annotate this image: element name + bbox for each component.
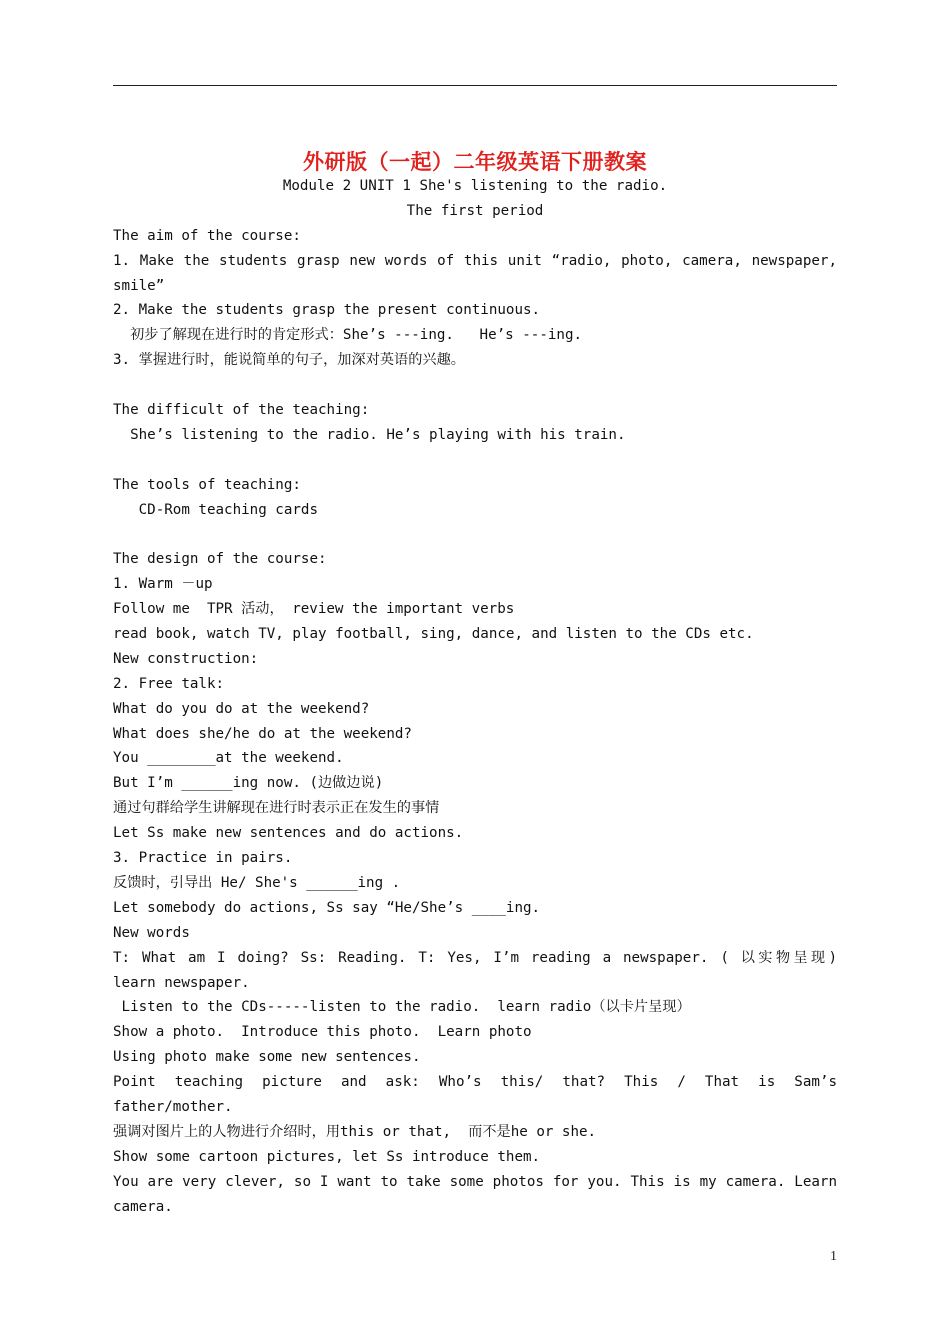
- text-line: Listen to the CDs-----listen to the radio. learn radio（以卡片呈现）: [113, 999, 691, 1016]
- text-line: 强调对图片上的人物进行介绍时，用this or that, 而不是he or she.: [113, 1123, 597, 1140]
- text-line: 3. Practice in pairs.: [113, 850, 293, 867]
- blank-line: [113, 373, 837, 398]
- text-line: The tools of teaching:: [113, 476, 301, 493]
- text-line: 初步了解现在进行时的肯定形式：She’s ---ing. He’s ---ing.: [113, 327, 583, 344]
- text-line: Let somebody do actions, Ss say “He/She’s ____ing.: [113, 899, 541, 916]
- text-line: The design of the course:: [113, 551, 327, 568]
- text-line: New construction:: [113, 650, 259, 667]
- text-line: smile”: [113, 277, 165, 294]
- lesson-body: [113, 224, 837, 1220]
- text-line: 通过句群给学生讲解现在进行时表示正在发生的事情: [113, 800, 440, 817]
- text-line: read book, watch TV, play football, sing, dance, and listen to the CDs etc.: [113, 626, 754, 643]
- page-title: 外研版（一起）二年级英语下册教案: [303, 149, 647, 174]
- text-line: Point teaching picture and ask: Who’s this/ that? This / That is Sam’s: [113, 1074, 837, 1091]
- text-line: You are very clever, so I want to take some photos for you. This is my camera. Learn: [113, 1173, 837, 1190]
- text-line: 3. 掌握进行时，能说简单的句子，加深对英语的兴趣。: [113, 352, 465, 369]
- lesson-content: [113, 174, 837, 1219]
- text-line: Show some cartoon pictures, let Ss introduce them.: [113, 1148, 541, 1165]
- text-line: Let Ss make new sentences and do actions.: [113, 825, 464, 842]
- text-line: She’s listening to the radio. He’s playing with his train.: [113, 426, 626, 443]
- text-line: camera.: [113, 1198, 173, 1215]
- text-line: New words: [113, 924, 190, 941]
- header-rule: [113, 85, 837, 86]
- text-line: Using photo make some new sentences.: [113, 1049, 421, 1066]
- blank-line: [113, 448, 837, 473]
- text-line: learn newspaper.: [113, 974, 250, 991]
- text-line: 1. Make the students grasp new words of this unit “radio, photo, camera, newspaper,: [113, 252, 837, 269]
- text-line: Follow me TPR 活动， review the important verbs: [113, 601, 515, 618]
- page-number: 1: [830, 1249, 837, 1264]
- text-line: What does she/he do at the weekend?: [113, 725, 412, 742]
- text-line: The difficult of the teaching:: [113, 402, 370, 419]
- text-line: father/mother.: [113, 1098, 233, 1115]
- text-line: 2. Free talk:: [113, 675, 225, 692]
- text-line: CD-Rom teaching cards: [113, 501, 318, 518]
- text-line: But I’m ______ing now. (边做边说): [113, 775, 384, 792]
- text-line: 1. Warm －up: [113, 576, 213, 593]
- text-line: T: What am I doing? Ss: Reading. T: Yes, I’m reading a newspaper. ( 以实物呈现): [113, 949, 837, 966]
- text-line: The aim of the course:: [113, 227, 301, 244]
- text-line: 反馈时，引导出 He/ She's ______ing .: [113, 874, 401, 891]
- period-subtitle: The first period: [406, 202, 544, 219]
- text-line: Show a photo. Introduce this photo. Learn photo: [113, 1024, 532, 1041]
- blank-line: [113, 522, 837, 547]
- text-line: You ________at the weekend.: [113, 750, 344, 767]
- text-line: 2. Make the students grasp the present continuous.: [113, 302, 541, 319]
- module-subtitle: Module 2 UNIT 1 She's listening to the radio.: [282, 178, 668, 194]
- text-line: What do you do at the weekend?: [113, 700, 370, 717]
